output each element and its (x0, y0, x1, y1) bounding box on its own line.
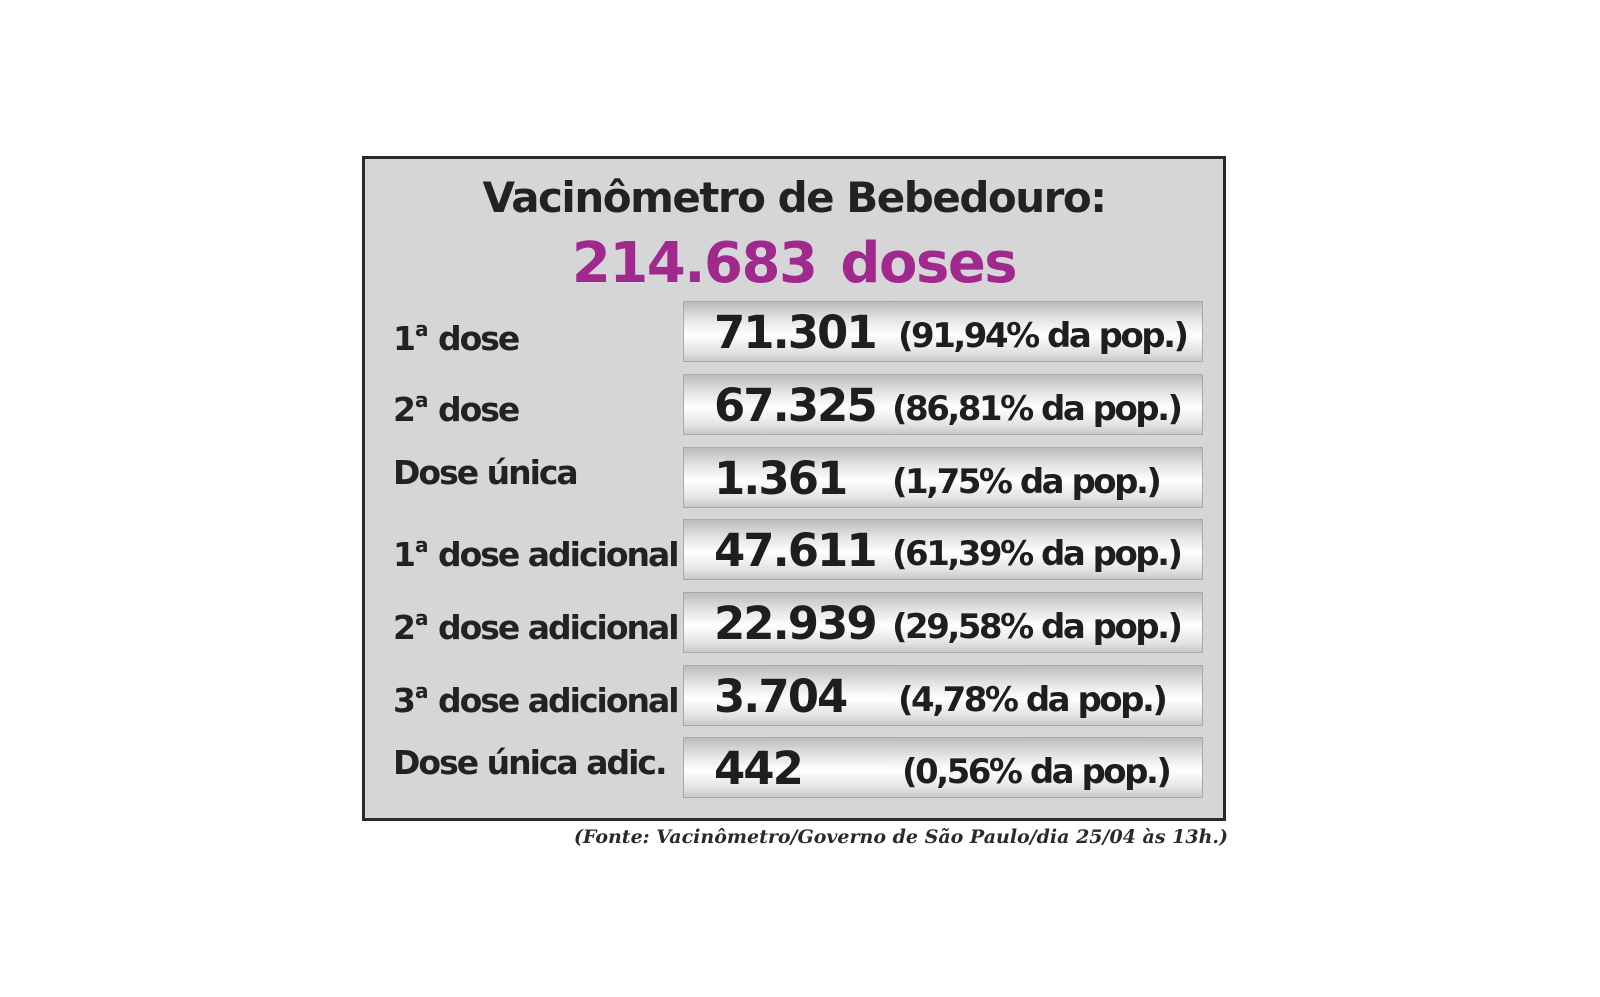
dose-ordinal-sup: a (414, 388, 429, 412)
dose-percentage: (29,58% da pop.) (892, 607, 1181, 647)
dose-label-text: dose (437, 390, 519, 429)
dose-label-text: dose adicional (437, 681, 678, 720)
dose-count: 67.325 (714, 379, 876, 432)
dose-count: 442 (714, 742, 802, 795)
dose-label (393, 671, 678, 721)
dose-value-cell (683, 447, 1203, 508)
dose-percentage: (0,56% da pop.) (902, 752, 1170, 792)
dose-ordinal-sup: a (414, 606, 429, 630)
dose-value-cell (683, 737, 1203, 798)
dose-value-cell (683, 301, 1203, 362)
dose-percentage: (86,81% da pop.) (892, 389, 1181, 429)
dose-ordinal-sup: a (414, 679, 429, 703)
total-doses (365, 231, 1223, 297)
total-unit: doses (840, 231, 1017, 296)
source-caption: (Fonte: Vacinômetro/Governo de São Paulo/dia 25/04 às 13h.) (573, 826, 1228, 848)
dose-count: 22.939 (714, 597, 876, 650)
dose-percentage: (1,75% da pop.) (892, 462, 1160, 502)
dose-percentage: (61,39% da pop.) (892, 534, 1181, 574)
dose-value-cell (683, 592, 1203, 653)
dose-ordinal-sup: a (414, 317, 429, 341)
dose-value-cell (683, 374, 1203, 435)
dose-percentage: (91,94% da pop.) (898, 316, 1187, 356)
dose-percentage: (4,78% da pop.) (898, 680, 1166, 720)
dose-ordinal: 2 (393, 608, 414, 647)
vaccine-panel (362, 156, 1226, 821)
dose-ordinal: 2 (393, 390, 414, 429)
total-number: 214.683 (571, 231, 817, 296)
dose-label (393, 380, 518, 430)
dose-label-text: Dose única (393, 453, 577, 492)
dose-label-text: dose adicional (437, 535, 678, 574)
dose-label (393, 743, 666, 783)
dose-label-text: Dose única adic. (393, 743, 666, 782)
dose-value-cell (683, 665, 1203, 726)
dose-count: 47.611 (714, 524, 876, 577)
panel-title: Vacinômetro de Bebedouro: (482, 173, 1106, 222)
dose-label (393, 309, 518, 359)
dose-count: 3.704 (714, 670, 847, 723)
dose-value-cell (683, 519, 1203, 580)
dose-label (393, 453, 577, 493)
dose-label (393, 525, 678, 575)
dose-count: 1.361 (714, 452, 847, 505)
dose-ordinal: 3 (393, 681, 414, 720)
dose-ordinal: 1 (393, 535, 414, 574)
dose-label-text: dose adicional (437, 608, 678, 647)
dose-label (393, 598, 678, 648)
dose-label-text: dose (437, 319, 519, 358)
dose-count: 71.301 (714, 306, 876, 359)
dose-ordinal-sup: a (414, 533, 429, 557)
dose-ordinal: 1 (393, 319, 414, 358)
